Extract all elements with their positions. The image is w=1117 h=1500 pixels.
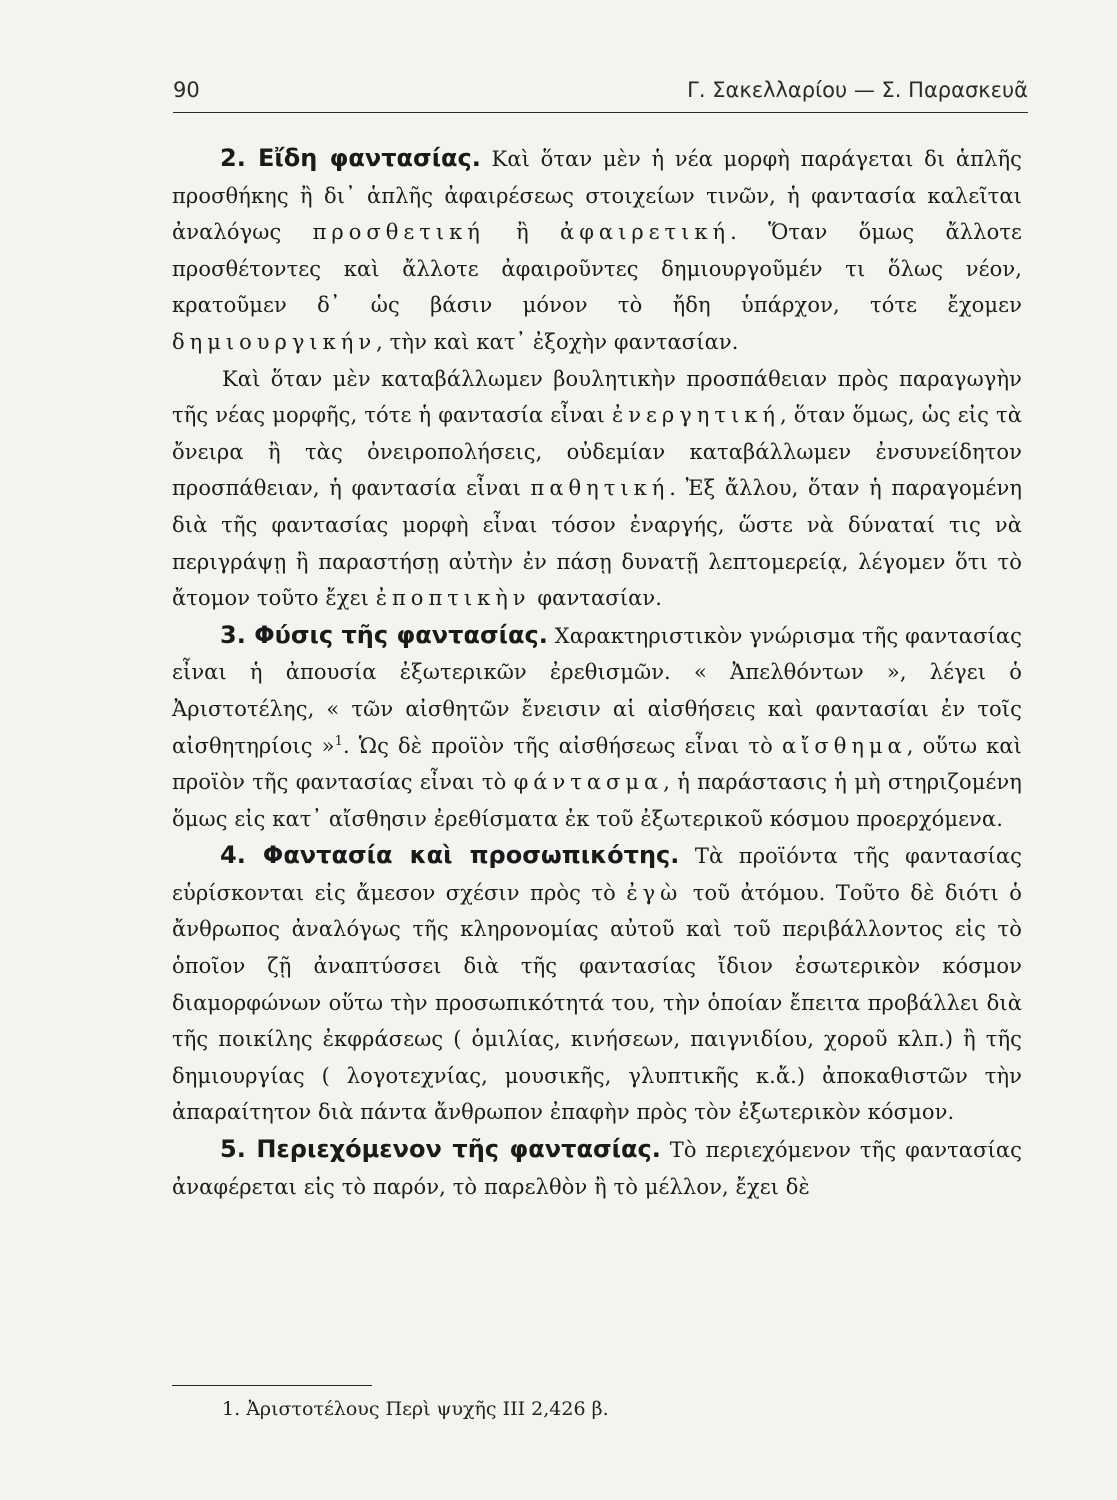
section-4-text: τοῦ ἀτόμου. Τοῦτο δὲ διότι ὁ ἄνθρωπος ἀναλόγως τῆς κληρονομίας αὐτοῦ καὶ τοῦ περιβάλλοντος εἰς τὸ ὁποῖον ζῇ ἀναπτύσσει διὰ τῆς φαντασίας ἴδιον ἐσωτερικὸν κόσμον διαμορφώνων οὕτω τὴν προσωπικότητά του, τὴν ὁποίαν ἔπειτα προβάλλει διὰ τῆς ποικίλης ἐκφράσεως ( ὁμιλίας, κινήσεων, παιγνιδίου, χοροῦ κλπ.) ἢ τῆς δημιουργίας ( λογοτεχνίας, μουσικῆς, γλυπτικῆς κ.ἄ.) ἀποκαθιστῶν τὴν ἀπαραίτητον διὰ πάντα ἄνθρωπον ἐπαφὴν πρὸς τὸν ἐξωτερικὸν κόσμον. (172, 880, 1022, 1125)
term-energitiki: ἐνεργητική (612, 403, 780, 428)
section-2-paragraph (172, 140, 1022, 361)
section-3-paragraph (172, 617, 1022, 838)
section-3-text: , ἡ παράστασις ἡ μὴ στηριζομένη ὅμως εἰς κατ᾽ αἴσθησιν ἐρεθίσματα ἐκ τοῦ ἐξωτερικοῦ κόσμου προερχόμενα. (172, 770, 1022, 831)
section-2-text: . Ἐξ ἄλλου, ὅταν ἡ παραγομένη διὰ τῆς φαντασίας μορφὴ εἶναι τόσον ἐναργής, ὥστε νὰ δύναταί τις νὰ περιγράψῃ ἢ παραστήσῃ αὐτὴν ἐν πάσῃ δυνατῇ λεπτομερείᾳ, λέγομεν ὅτι τὸ ἄτομον τοῦτο ἔχει (172, 476, 1023, 611)
section-3-heading: 3. Φύσις τῆς φαντασίας. (220, 620, 548, 649)
section-5-text: Τὸ περιεχόμενον τῆς φαντασίας ἀναφέρεται εἰς τὸ παρόν, τὸ παρελθὸν ἢ τὸ μέλλον, ἔχει δὲ (172, 1138, 1022, 1199)
section-2-text: Καὶ ὅταν μὲν καταβάλλωμεν βουλητικὴν προσπάθειαν πρὸς παραγωγὴν τῆς νέας μορφῆς, τότε ἡ φαντασία εἶναι (172, 366, 1022, 428)
running-head-authors: Γ. Σακελλαρίου — Σ. Παρασκευᾶ (687, 78, 1028, 102)
section-2-text: φαντασίαν. (530, 586, 662, 611)
page-body (172, 140, 1022, 1205)
section-2-text: Καὶ ὅταν μὲν ἡ νέα μορφὴ παράγεται δι ἁπλῆς προσθήκης ἢ δι᾽ ἁπλῆς ἀφαιρέσεως στοιχείων τινῶν, ἡ φαντασία καλεῖται ἀναλόγως (172, 147, 1023, 245)
term-dimiourgikin: δημιουργικήν (172, 329, 377, 354)
footnote-divider (172, 1385, 372, 1386)
term-afairetiki: ἀφαιρετική (560, 220, 731, 245)
term-fantasma: φάντασμα (513, 770, 664, 795)
section-2-text: , τὴν καὶ κατ᾽ ἐξοχὴν φαντασίαν. (376, 329, 739, 354)
section-2-text: . Ὅταν ὅμως ἄλλοτε προσθέτοντες καὶ ἄλλοτε ἀφαιροῦντες δημιουργοῦμέν τι ὅλως νέον, κρατοῦμεν δ᾽ ὡς βάσιν μόνον τὸ ἤδη ὑπάρχον, τότε ἔχομεν (172, 220, 1023, 318)
footnote-reference: 1 (334, 733, 343, 749)
section-3-text: Χαρακτηριστικὸν γνώρισμα τῆς φαντασίας εἶναι ἡ ἀπουσία ἐξωτερικῶν ἐρεθισμῶν. « Ἀπελθόντων », λέγει ὁ Ἀριστοτέλης, « τῶν αἰσθητῶν ἔνεισιν αἱ αἰσθήσεις καὶ φαντασίαι ἐν τοῖς αἰσθητηρίοις » (172, 623, 1022, 758)
section-4-paragraph (172, 837, 1022, 1131)
term-pathitiki: παθητική (530, 476, 670, 501)
section-4-text: Τὰ προϊόντα τῆς φαντασίας εὑρίσκονται εἰς ἄμεσον σχέσιν πρὸς τὸ (172, 844, 1022, 905)
footnote-text: Ἀριστοτέλους Περὶ ψυχῆς III 2,426 β. (246, 1398, 609, 1420)
section-5-heading: 5. Περιεχόμενον τῆς φαντασίας. (220, 1135, 661, 1164)
section-3-text: . Ὡς δὲ προϊὸν τῆς αἰσθήσεως εἶναι τὸ (342, 733, 782, 758)
term-epoptikin: ἐποπτικὴν (375, 586, 531, 611)
page-number: 90 (173, 78, 200, 102)
section-2-paragraph-2 (172, 361, 1022, 617)
running-head (173, 72, 1028, 113)
section-2-heading: 2. Εἴδη φαντασίας. (220, 144, 481, 172)
term-aisthima: αἴσθημα (781, 733, 907, 758)
section-2-text: , ὅταν ὅμως, ὡς εἰς τὰ ὄνειρα ἢ τὰς ὀνειροπολήσεις, οὐδεμίαν καταβάλλωμεν ἐνσυνείδητον προσπάθειαν, ἡ φαντασία εἶναι (172, 403, 1022, 501)
footnote-number: 1. (222, 1398, 241, 1420)
section-2-text: ἢ (484, 220, 561, 245)
section-5-paragraph (172, 1131, 1022, 1205)
footnote (222, 1398, 609, 1420)
section-3-text: , οὕτω καὶ προϊὸν τῆς φαντασίας εἶναι τὸ (172, 733, 1022, 795)
term-prosthetiki: προσθετική (312, 220, 485, 245)
term-ego: ἐγὼ (626, 880, 683, 905)
section-4-heading: 4. Φαντασία καὶ προσωπικότης. (220, 841, 680, 870)
